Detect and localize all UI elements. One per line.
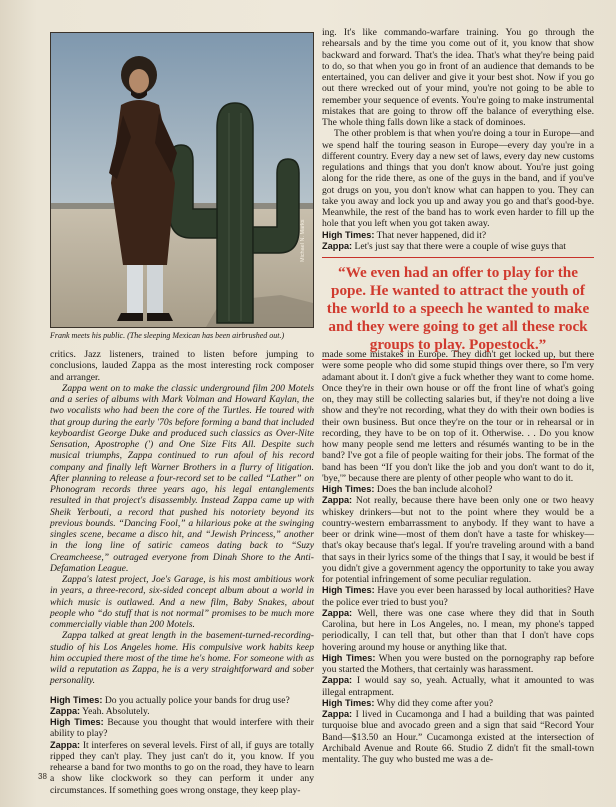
speaker-label: High Times: [322, 697, 375, 708]
body-paragraph [322, 349, 594, 484]
page-number: 38 [38, 772, 47, 781]
speaker-label: High Times: [322, 652, 376, 663]
qa-text: Let's just say that there were a couple of wise guys that [352, 240, 566, 252]
qa-text: Does the ban include alcohol? [374, 484, 493, 495]
qa-line [322, 484, 594, 495]
pull-quote: “We even had an offer to play for the pope. He wanted to attract the youth of the world to a speech he wanted to make and they were going to get all these rock groups to play. Popestock.” [322, 257, 594, 360]
qa-line [50, 717, 314, 740]
photo-caption: Frank meets his public. (The sleeping Mexican has been airbrushed out.) [50, 331, 285, 340]
qa-text: Why did they come after you? [374, 697, 494, 709]
qa-text: It interferes on several levels. First of all, if guys are totally ripped they can't play. They just can't do it, you know. If you rehearse a band for two months to go on the road, they have to learn a show like clockwork so they can perform it under any circumstances. If something goes wrong onstage, they keep play- [50, 739, 314, 796]
body-paragraph [322, 128, 594, 229]
speaker-label: Zappa: [322, 709, 353, 719]
body-text: The other problem is that when you're doing a tour in Europe—and we spend half the touring season in Europe—every day you're in a different country. Every day a new set of laws, every day new customs regulations and things that you don't know about. You're just going along for the ride there, as one of the guys in the band, and if you've got drugs on you, you don't know what can happen to you. They can take you away and lock you up and away you go and that's good-bye. Meanwhile, the rest of the band has to work even harder to fill up the hole that you left when you got taken away. [322, 128, 594, 230]
right-column-top [322, 27, 594, 252]
qa-line [322, 698, 594, 709]
qa-line [50, 706, 314, 717]
qa-line [322, 495, 594, 585]
body-text: ing. It's like commando-warfare training. You go through the rehearsals and by the time you come out of it, you know that show backward and forward. That's the idea. That's what they're being paid to do, so that when you go in front of an audience that demands to be entertained, you can deliver and give it your best shot. Now if you go out there wrecked out of your mind, you're not going to be able to remember your sequence of events. You're going to make instrumental mistakes that are going to throw off the balance of everything else. The whole thing falls down like a stack of dominoes. [322, 27, 594, 128]
qa-line [322, 675, 594, 698]
intro-paragraph: Zappa's latest project, Joe's Garage, is his most ambitious work in years, a three-record, six-sided concept album about a world in which music is outlawed. And a new film, Baby Snakes, about people who “do stuff that is not normal” promises to be much more commercially viable than 200 Motels. [50, 574, 314, 630]
speaker-label: Zappa: [322, 675, 353, 686]
qa-line [50, 695, 314, 706]
intro-paragraph: Zappa talked at great length in the basement-turned-recording-studio of his Los Angeles home. His compulsive work habits keep him occupied there most of the time he's home. For someone with as wild a reputation as Zappa, he is a very straightforward and sober personality. [50, 630, 314, 687]
speaker-label: Zappa: [50, 705, 81, 716]
speaker-label: Zappa: [322, 240, 353, 251]
qa-line [322, 653, 594, 676]
speaker-label: High Times: [322, 229, 375, 240]
right-column-bottom [322, 349, 594, 765]
qa-text: Not really, because there have been only one or two heavy whiskey drinkers—but not to the point where they would be a country-western embarrassment to anybody. If they want to have a beer or drink wine—most of them don't have a taste for whiskey—that's okay because that's legal. If you're traveling around with a band that says in their lyrics some of the things that I say, it would be best if you didn't give a government agency the opportunity to take you away for potential infringement of some peculiar regulation. [322, 495, 594, 585]
qa-text: That never happened, did it? [374, 229, 487, 241]
article-photo [50, 32, 314, 328]
qa-text: Have you ever been harassed by local authorities? Have the police ever tried to bust you? [322, 585, 594, 608]
speaker-label: High Times: [322, 484, 375, 494]
qa-text: I would say so, yeah. Actually, what it amounted to was illegal entrapment. [322, 675, 594, 698]
photo-illustration [51, 33, 313, 327]
qa-text: Well, there was one case where they did that in South Carolina, but here in Los Angeles, no. I mean, my phone's tapped periodically, I can tell that, but other than that I don't have cops hovering around my house or anything like that. [322, 607, 594, 653]
body-paragraph [322, 27, 594, 128]
speaker-label: High Times: [50, 717, 104, 727]
photo-credit: Michael N. Marks [300, 219, 306, 262]
qa-line [322, 230, 594, 241]
qa-text: Because you thought that would interfere with their ability to play? [50, 717, 314, 740]
speaker-label: High Times: [322, 585, 375, 596]
body-text: made some mistakes in Europe. They didn't get locked up, but there were some people who did some stupid things over there, so I'm very adamant about it. I don't give a fuck whether they want to come home. Once they're in their own house or off the front line of what's going on, they may still be collecting salaries but, if they're not doing a live show and they're not recording, what they do with their own bodies is their own business. But once they're on the tour or in rehearsal or in recording, they have to be on top of it. Otherwise. . . Do you know how many people send me letters and résumés wanting to be in the band? I've got a file of people waiting for their jobs. The format of the band has been “If you don't like the job and you don't want to do it, 'bye,'” because there are plenty of other people who want to do it. [322, 349, 594, 484]
speaker-label: High Times: [50, 694, 103, 705]
qa-text: Do you actually police your bands for drug use? [102, 694, 290, 706]
speaker-label: Zappa: [322, 607, 353, 618]
qa-text: I lived in Cucamonga and I had a building that was painted turquoise blue and avocado green and a sign that said “Record Your Band—$13.50 an Hour.” Cucamonga existed at the intersection of Archibald Avenue and Route 66. Studio Z didn't fit the small-town mentality. The guy who busted me was a de- [322, 709, 594, 765]
qa-line [322, 709, 594, 765]
qa-line [322, 585, 594, 608]
speaker-label: Zappa: [50, 739, 81, 750]
qa-line [50, 740, 314, 796]
qa-line [322, 608, 594, 653]
speaker-label: Zappa: [322, 495, 353, 506]
intro-paragraph: critics. Jazz listeners, trained to listen before jumping to conclusions, lauded Zappa as the most interesting rock composer and arranger. [50, 349, 314, 383]
left-column [50, 349, 314, 796]
qa-line [322, 241, 594, 252]
qa-text: When you were busted on the pornography rap before you started the Mothers, that certainly was harassment. [322, 652, 594, 675]
qa-text: Yeah. Absolutely. [80, 705, 150, 717]
intro-paragraph: Zappa went on to make the classic underground film 200 Motels and a series of albums with Mark Volman and Howard Kaylan, the two vocalists who had been the core of the Turtles. He toured with that group during the early '70s before forming a band that included keyboardist George Duke and produced such classics as Over-Nite Sensation, Apostrophe (') and One Size Fits All. Despite such musical triumphs, Zappa continued to run afoul of his record company and finally left Warner Brothers in a flurry of litigation. After planning to release a four-record set to be called “Lather” on Phonogram records three years ago, his legal entanglements resulted in that project's disassembly. Instead Zappa came up with Sheik Yerbouti, a record that pushed his notoriety beyond its previous bounds. “Dancing Fool,” a hilarious poke at the swinging singles scene, became a disco hit, and “Jewish Princess,” another in the long line of satiric cameos dating back to “Suzy Creamcheese,” outraged everyone from Dinah Shore to the Anti-Defamation League. [50, 382, 314, 574]
